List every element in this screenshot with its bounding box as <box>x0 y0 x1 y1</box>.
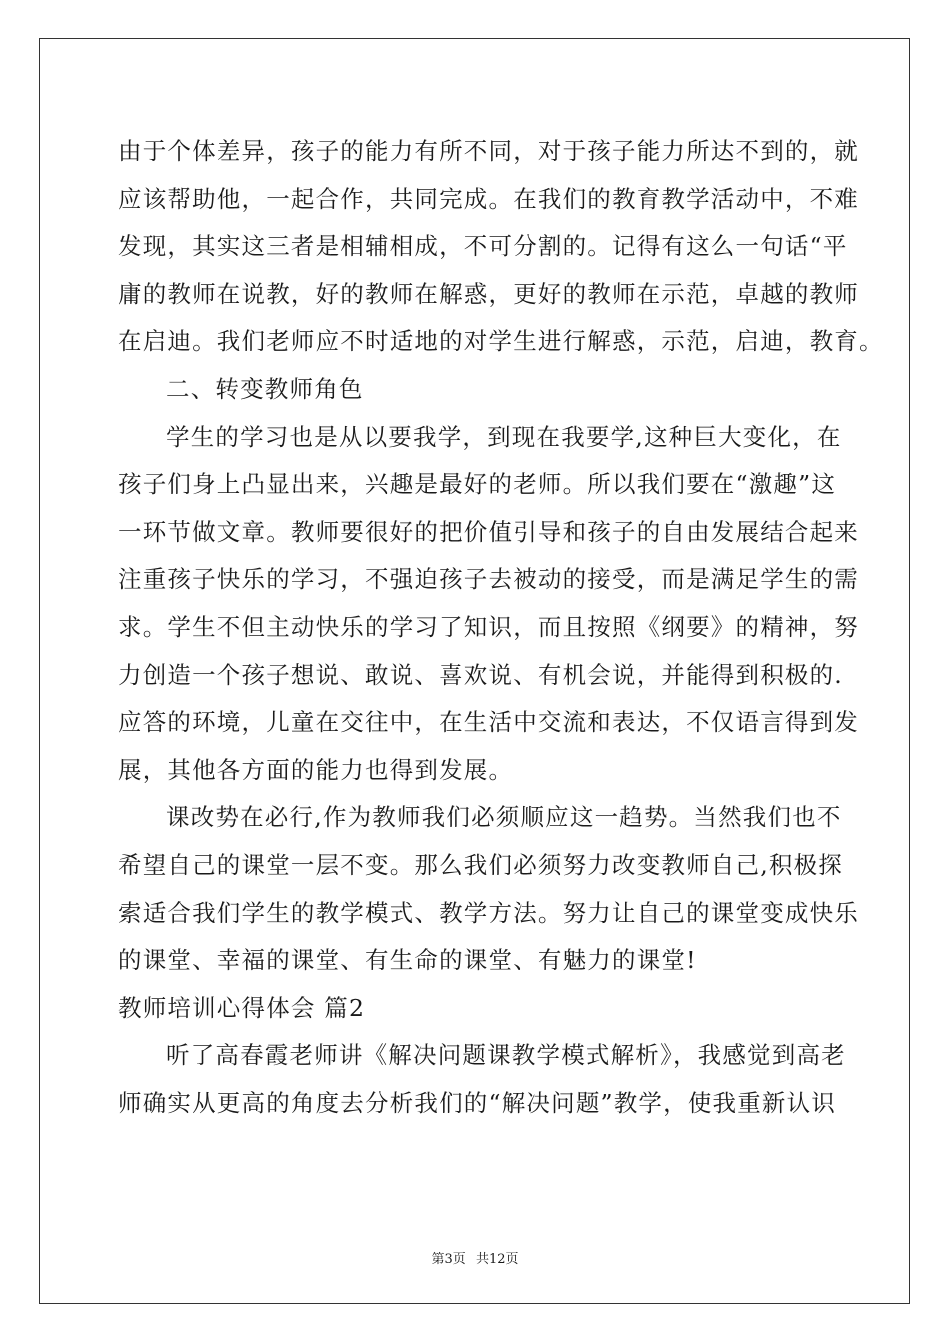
text-line-16: 希望自己的课堂一层不变。那么我们必须努力改变教师自己,积极探 <box>118 850 843 879</box>
text-line-17: 索适合我们学生的教学模式、教学方法。努力让自己的课堂变成快乐 <box>118 898 859 927</box>
section-heading: 二、转变教师角色 <box>166 374 364 403</box>
text-line-18: 的课堂、幸福的课堂、有生命的课堂、有魅力的课堂! <box>118 946 697 975</box>
document-body <box>118 128 884 1127</box>
text-line-14: 展，其他各方面的能力也得到发展。 <box>118 755 514 784</box>
text-line-1: 由于个体差异，孩子的能力有所不同，对于孩子能力所达不到的，就 <box>118 137 859 165</box>
page-total: 共12页 <box>475 1252 519 1267</box>
text-line-8: 孩子们身上凸显出来，兴趣是最好的老师。所以我们要在“激趣”这 <box>118 470 837 499</box>
text-line-3: 发现，其实这三者是相辅相成，不可分割的。记得有这么一句话“平 <box>118 232 848 261</box>
text-line-9: 一环节做文章。教师要很好的把价值引导和孩子的自由发展结合起来 <box>118 517 859 546</box>
text-line-7: 学生的学习也是从以要我学，到现在我要学,这种巨大变化，在 <box>166 422 842 451</box>
text-line-12: 力创造一个孩子想说、敢说、喜欢说、有机会说，并能得到积极的. <box>118 660 843 689</box>
text-line-4: 庸的教师在说教，好的教师在解惑，更好的教师在示范，卓越的教师 <box>118 279 859 308</box>
text-line-11: 求。学生不但主动快乐的学习了知识，而且按照《纲要》的精神，努 <box>118 612 859 641</box>
text-line-20: 听了高春霞老师讲《解决问题课教学模式解析》，我感觉到高老 <box>166 1041 846 1070</box>
text-line-15: 课改势在必行,作为教师我们必须顺应这一趋势。当然我们也不 <box>166 803 842 832</box>
text-line-5: 在启迪。我们老师应不时适地的对学生进行解惑，示范，启迪，教育。 <box>118 327 884 356</box>
text-line-2: 应该帮助他，一起合作，共同完成。在我们的教育教学活动中，不难 <box>118 184 859 213</box>
text-line-10: 注重孩子快乐的学习，不强迫孩子去被动的接受，而是满足学生的需 <box>118 565 859 594</box>
page-number: 第3页 <box>431 1252 466 1267</box>
page-footer <box>0 1248 950 1267</box>
text-line-21: 师确实从更高的角度去分析我们的“解决问题”教学，使我重新认识 <box>118 1088 837 1117</box>
text-line-13: 应答的环境，儿童在交往中，在生活中交流和表达，不仅语言得到发 <box>118 708 859 737</box>
article-title: 教师培训心得体会 篇2 <box>118 993 366 1022</box>
